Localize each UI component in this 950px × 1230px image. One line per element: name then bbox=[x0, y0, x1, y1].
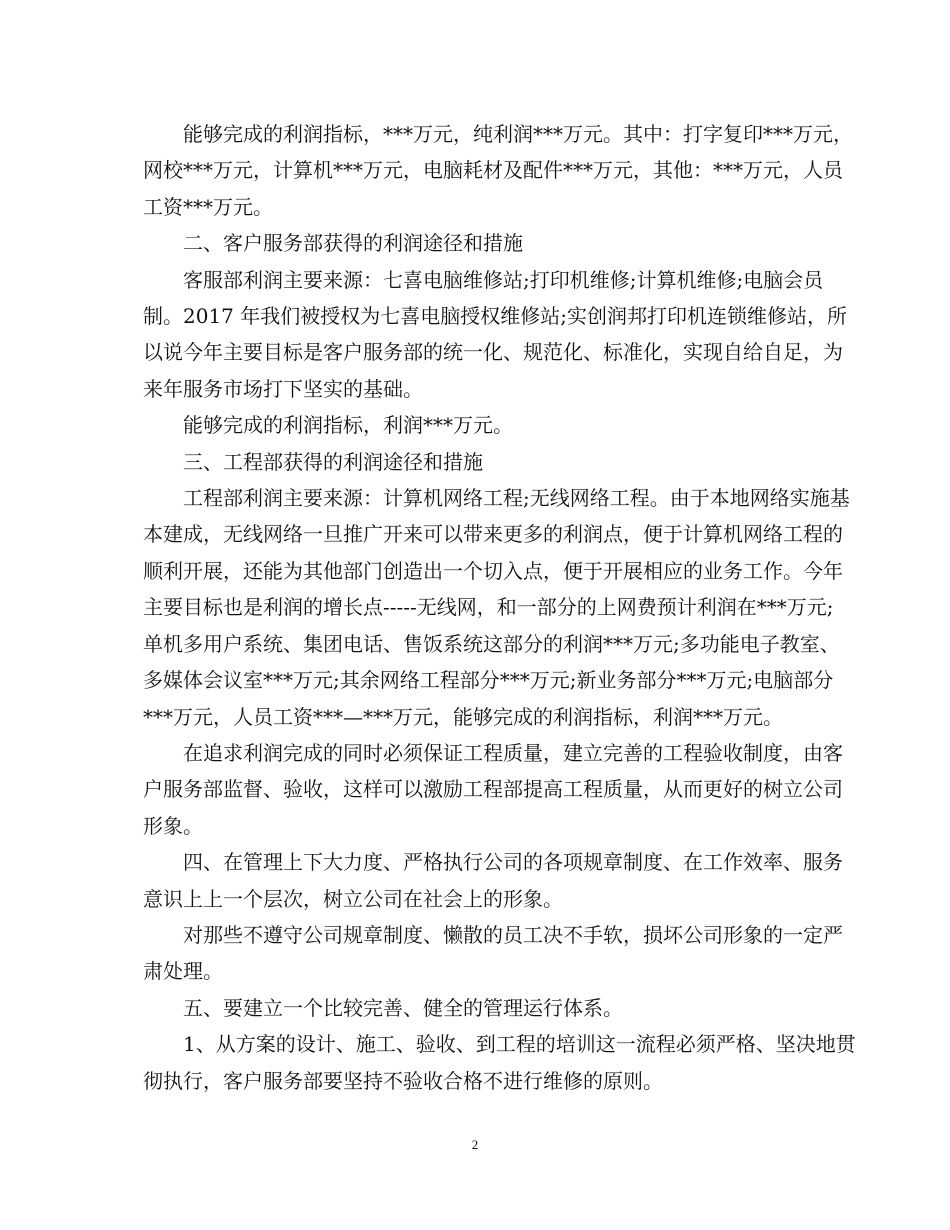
paragraph bbox=[143, 917, 843, 990]
paragraph-line: 二、客户服务部获得的利润途径和措施 bbox=[183, 231, 523, 256]
paragraph-line: 三、工程部获得的利润途径和措施 bbox=[183, 449, 483, 474]
paragraph-line: 本建成，无线网络一旦推广开来可以带来更多的利润点，便于计算机网络工程的 bbox=[143, 522, 843, 547]
paragraph bbox=[143, 262, 847, 408]
paragraph-line: 单机多用户系统、集团电话、售饭系统这部分的利润***万元;多功能电子教室、 bbox=[143, 631, 840, 656]
paragraph-line: 对那些不遵守公司规章制度、懒散的员工决不手软，损坏公司形象的一定严 bbox=[183, 922, 843, 947]
paragraph bbox=[143, 1026, 856, 1099]
paragraph-line: 形象。 bbox=[143, 813, 203, 838]
paragraph-line: 主要目标也是利润的增长点-----无线网，和一部分的上网费预计利润在***万元; bbox=[143, 595, 834, 620]
paragraph-line: 肃处理。 bbox=[143, 959, 223, 984]
paragraph bbox=[143, 735, 843, 844]
paragraph-line: 网校***万元，计算机***万元，电脑耗材及配件***万元，其他：***万元，人员 bbox=[143, 158, 843, 183]
paragraph-line: 1、从方案的设计、施工、验收、到工程的培训这一流程必须严格、坚决地贯 bbox=[183, 1032, 856, 1057]
paragraph-line: 彻执行，客户服务部要坚持不验收合格不进行维修的原则。 bbox=[143, 1068, 663, 1093]
paragraph-line: 工资***万元。 bbox=[143, 194, 273, 219]
page-number: 2 bbox=[471, 1137, 479, 1152]
paragraph bbox=[143, 990, 813, 1026]
paragraph-line: 四、在管理上下大力度、严格执行公司的各项规章制度、在工作效率、服务 bbox=[183, 850, 843, 875]
paragraph bbox=[143, 444, 813, 480]
paragraph bbox=[143, 225, 813, 261]
paragraph-line: 顺利开展，还能为其他部门创造出一个切入点，便于开展相应的业务工作。今年 bbox=[143, 558, 843, 583]
paragraph-line: 意识上上一个层次，树立公司在社会上的形象。 bbox=[143, 886, 563, 911]
paragraph bbox=[143, 480, 850, 735]
paragraph-line: 能够完成的利润指标，利润***万元。 bbox=[183, 413, 513, 438]
paragraph bbox=[143, 407, 813, 443]
paragraph-line: 制。2017 年我们被授权为七喜电脑授权维修站;实创润邦打印机连锁维修站，所 bbox=[143, 304, 847, 329]
paragraph-line: 以说今年主要目标是客户服务部的统一化、规范化、标准化，实现自给自足，为 bbox=[143, 340, 843, 365]
paragraph bbox=[143, 844, 843, 917]
paragraph-line: 来年服务市场打下坚实的基础。 bbox=[143, 376, 423, 401]
document-body bbox=[143, 116, 856, 1099]
paragraph-line: 多媒体会议室***万元;其余网络工程部分***万元;新业务部分***万元;电脑部分 bbox=[143, 668, 834, 693]
paragraph bbox=[143, 116, 853, 225]
paragraph-line: 在追求利润完成的同时必须保证工程质量，建立完善的工程验收制度，由客 bbox=[183, 740, 843, 765]
paragraph-line: 工程部利润主要来源：计算机网络工程;无线网络工程。由于本地网络实施基 bbox=[183, 486, 850, 511]
paragraph-line: 户服务部监督、验收，这样可以激励工程部提高工程质量，从而更好的树立公司 bbox=[143, 777, 843, 802]
paragraph-line: 能够完成的利润指标，***万元，纯利润***万元。其中：打字复印***万元， bbox=[183, 122, 853, 146]
paragraph-line: 五、要建立一个比较完善、健全的管理运行体系。 bbox=[183, 995, 623, 1020]
paragraph-line: 客服部利润主要来源：七喜电脑维修站;打印机维修;计算机维修;电脑会员 bbox=[183, 267, 824, 292]
paragraph-line: ***万元，人员工资***—***万元，能够完成的利润指标，利润***万元。 bbox=[143, 704, 783, 729]
